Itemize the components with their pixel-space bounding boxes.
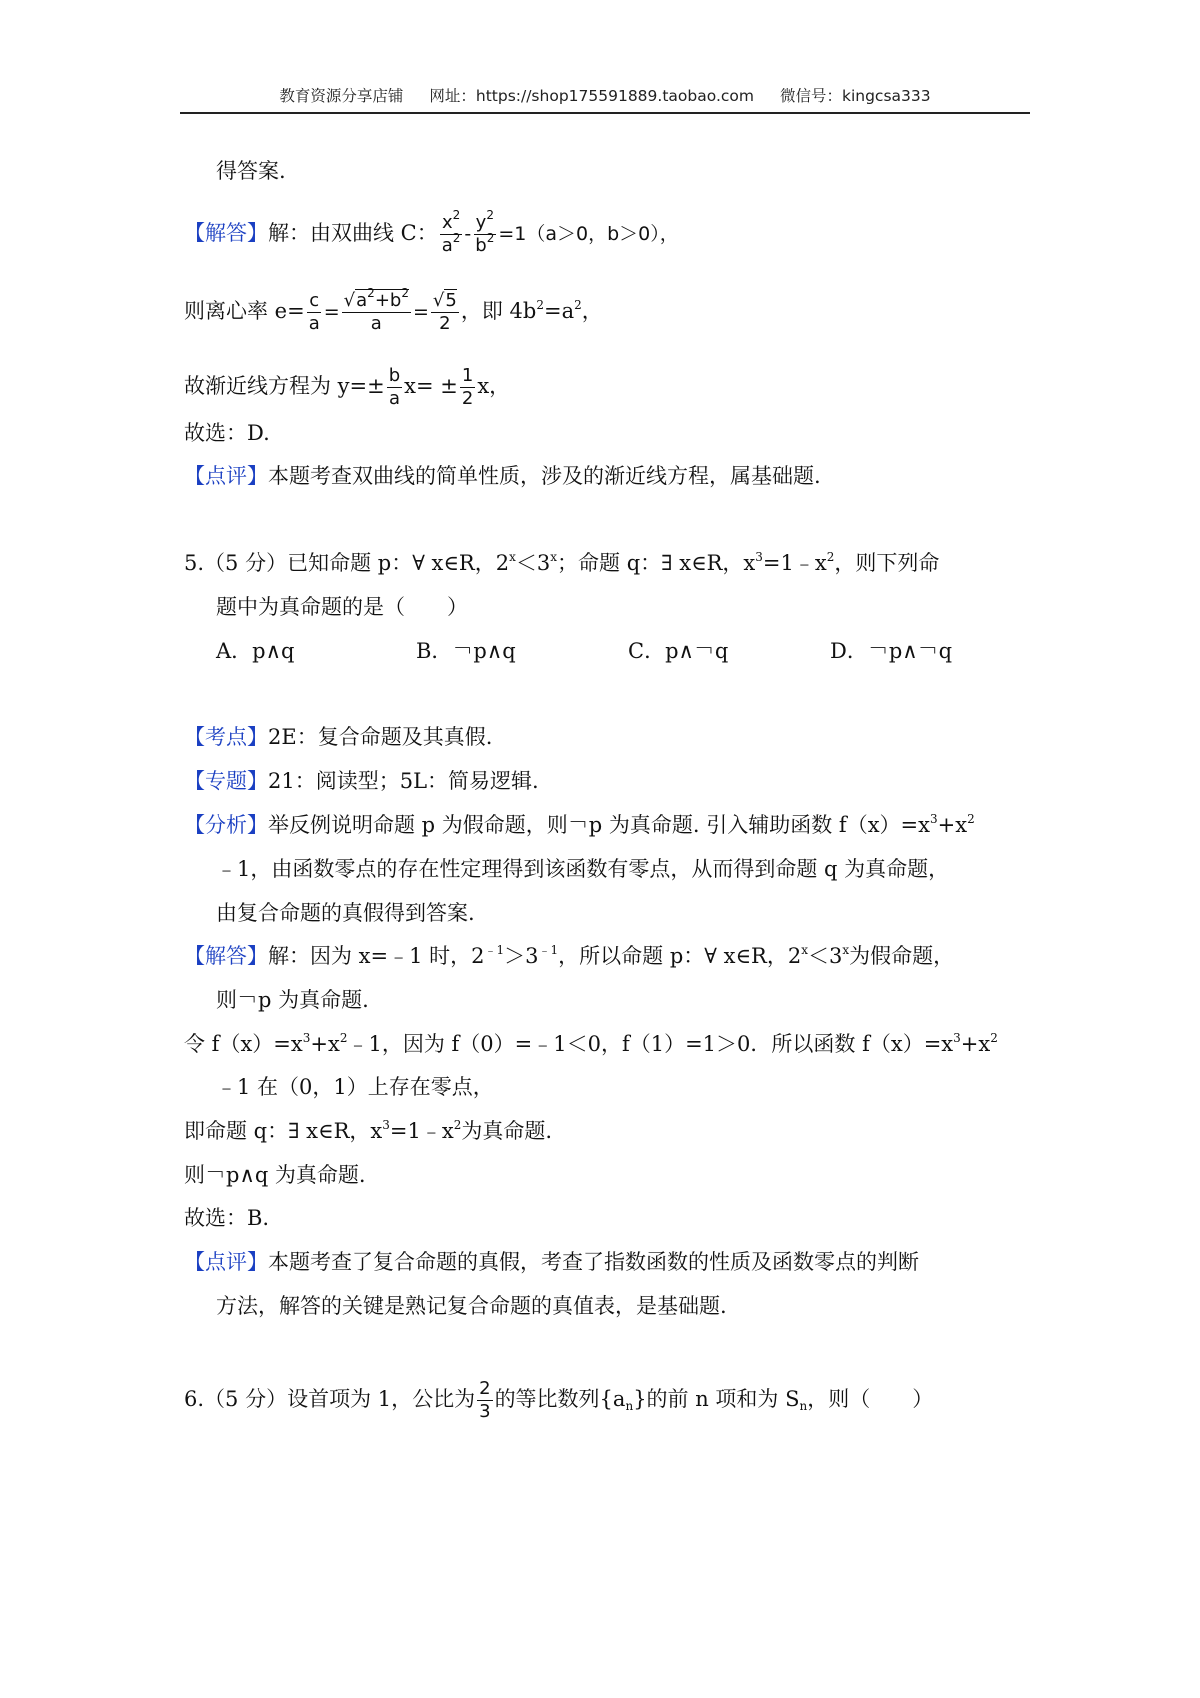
option-b: B．￢p∧q <box>416 639 516 663</box>
q5-analysis-line2: ﹣1，由函数零点的存在性定理得到该函数有零点，从而得到命题 q 为真命题， <box>216 857 950 881</box>
q4-choice: 故选：D. <box>184 421 270 445</box>
q5-stem-line2: 题中为真命题的是（ ） <box>216 595 468 619</box>
fraction-x2-a2: $\frac{x^2}{a^2}$ <box>441 208 461 256</box>
q4-solution-line3: 故渐近线方程为 y=± $\frac{b}{a}$ x= ± $\frac{1}{2}$ x， <box>184 365 511 409</box>
fraction-2-3: $\frac{2}{3}$ <box>479 1378 491 1422</box>
q4-analysis-tail: 得答案. <box>216 159 286 183</box>
q5-topic: 【专题】21：阅读型；5L：简易逻辑. <box>184 769 539 793</box>
solution-tag: 【解答】 <box>184 944 268 968</box>
wechat-id: 微信号：kingcsa333 <box>779 87 931 105</box>
q4-comment: 【点评】本题考查双曲线的简单性质，涉及的渐近线方程，属基础题. <box>184 464 821 488</box>
q5-solution-line1: 【解答】解：因为 x=﹣1 时，$2^{﹣1}>3^{﹣1}$，所以命题 p：∀ x∈R，$2^x<3^x$为假命题， <box>184 943 955 968</box>
q6-stem: 6.（5 分）设首项为 1，公比为 $\frac{2}{3}$ 的等比数列$\{a_n\}$的前 n 项和为 $S_n$，则（ ） <box>184 1378 934 1422</box>
topic-tag: 【专题】 <box>184 769 268 793</box>
fraction-b-a: $\frac{b}{a}$ <box>388 365 401 409</box>
option-a: A．p∧q <box>216 639 295 663</box>
comment-tag: 【点评】 <box>184 464 268 488</box>
q4-solution-line2: 则离心率 e= $\frac{c}{a}$ = $\frac{√a^2+b^2}{a}$ = $\frac{√5}{2}$ ，即 $4b^2=a^2$， <box>184 286 603 334</box>
point-tag: 【考点】 <box>184 725 268 749</box>
q5-stem-line1: 5.（5 分）已知命题 p：∀ x∈R，$2^x<3^x$；命题 q：∃ x∈R，$x^3=1﹣x^2$，则下列命 <box>184 550 940 575</box>
q5-solution-line5: 即命题 q：∃ x∈R，$x^3=1﹣x^2$为真命题. <box>184 1118 553 1143</box>
q5-choice: 故选：B. <box>184 1206 270 1230</box>
q4-solution-line1: 【解答】解：由双曲线 C： $\frac{x^2}{a^2}$ - $\frac{y^2}{b^2}$ =1（a＞0，b＞0）， <box>184 208 679 256</box>
q5-comment-line1: 【点评】本题考查了复合命题的真假，考查了指数函数的性质及函数零点的判断 <box>184 1250 919 1274</box>
q5-solution-line4: ﹣1 在（0，1）上存在零点， <box>216 1075 494 1099</box>
page-header <box>180 84 1030 114</box>
q5-options <box>216 636 1016 666</box>
fraction-sqrt-a2b2-a: $\frac{√a^2+b^2}{a}$ <box>343 286 409 334</box>
fraction-c-a: $\frac{c}{a}$ <box>308 290 320 334</box>
analysis-tag: 【分析】 <box>184 813 268 837</box>
q5-solution-line2: 则￢p 为真命题. <box>216 988 369 1012</box>
q5-comment-line2: 方法，解答的关键是熟记复合命题的真值表，是基础题. <box>216 1294 727 1318</box>
fraction-1-2: $\frac{1}{2}$ <box>461 365 474 409</box>
q5-analysis-line1: 【分析】举反例说明命题 p 为假命题，则￢p 为真命题. 引入辅助函数 $f(x)=x^3+x^2$ <box>184 812 975 837</box>
fraction-y2-b2: $\frac{y^2}{b^2}$ <box>475 208 495 256</box>
option-d: D．￢p∧￢q <box>830 639 953 663</box>
comment-tag: 【点评】 <box>184 1250 268 1274</box>
solution-tag: 【解答】 <box>184 221 268 245</box>
q5-analysis-line3: 由复合命题的真假得到答案. <box>216 901 475 925</box>
q5-solution-line3: 令 $f(x)=x^3+x^2﹣1$，因为 f（0）=﹣1＜0，f（1）=1＞0．所以函数 $f(x)=x^3+x^2$ <box>184 1031 998 1056</box>
shop-url: 网址：https://shop175591889.taobao.com <box>429 87 754 105</box>
fraction-sqrt5-2: $\frac{√5}{2}$ <box>432 290 457 334</box>
q5-solution-line6: 则￢p∧q 为真命题. <box>184 1163 366 1187</box>
option-c: C．p∧￢q <box>628 639 729 663</box>
shop-name: 教育资源分享店铺 <box>279 87 404 105</box>
q5-point: 【考点】2E：复合命题及其真假. <box>184 725 493 749</box>
